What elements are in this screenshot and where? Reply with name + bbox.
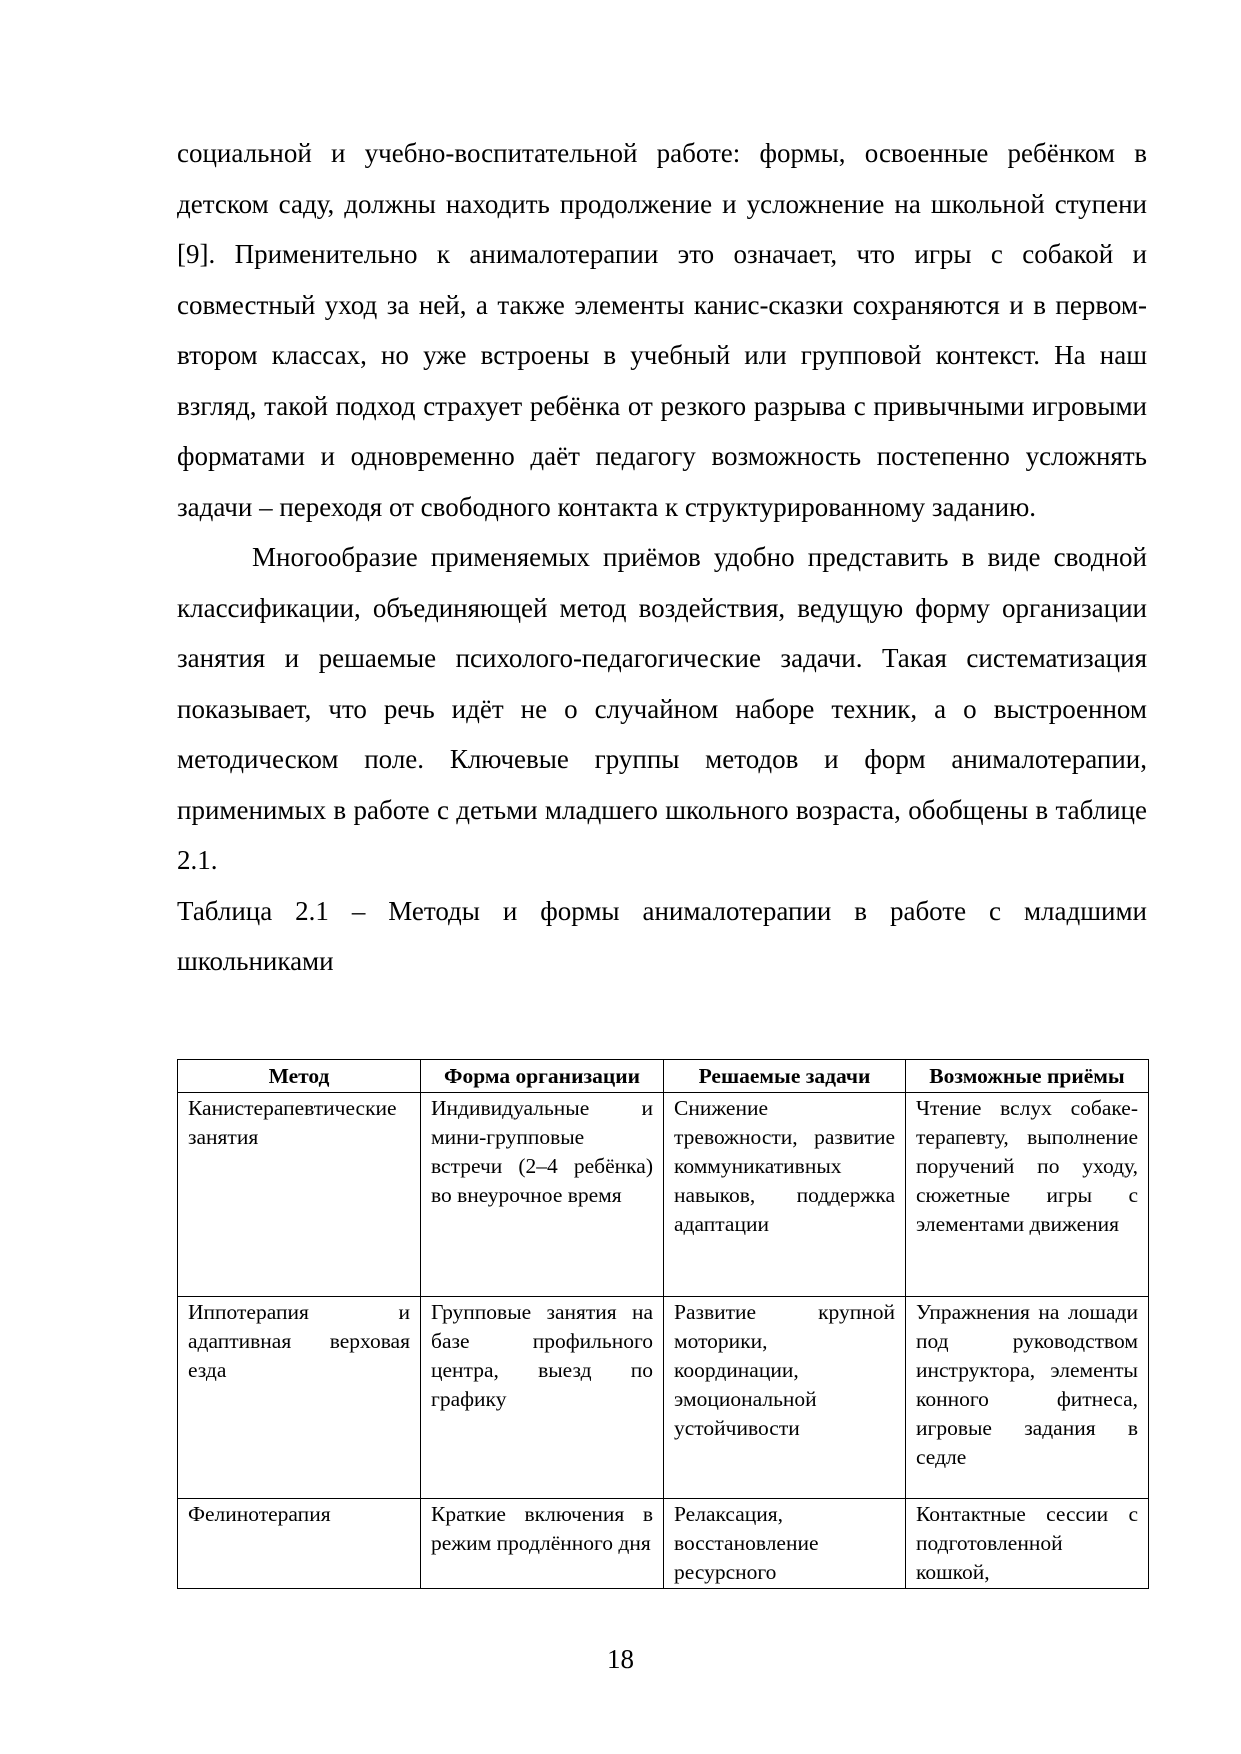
cell-form: Групповые занятия на базе профильного центра, выезд по графику: [421, 1297, 664, 1499]
methods-table: [177, 1059, 1149, 1589]
cell-techniques: Контактные сессии с подготовленной кошкой,: [906, 1499, 1149, 1589]
table-caption: Таблица 2.1 – Методы и формы анималотерапии в работе с младшими школьниками: [177, 895, 1147, 976]
table-row: [178, 1093, 1149, 1297]
table-row: [178, 1297, 1149, 1499]
cell-tasks: Релаксация, восстановление ресурсного: [664, 1499, 906, 1589]
page-number: 18: [607, 1644, 634, 1674]
cell-tasks: Развитие крупной моторики, координации, эмоциональной устойчивости: [664, 1297, 906, 1499]
header-form: Форма организации: [421, 1060, 664, 1093]
cell-tasks: Снижение тревожности, развитие коммуникативных навыков, поддержка адаптации: [664, 1093, 906, 1297]
cell-method: Фелинотерапия: [178, 1499, 421, 1589]
cell-method: Канистерапевтические занятия: [178, 1093, 421, 1297]
table-row: [178, 1499, 1149, 1589]
table-header-row: [178, 1060, 1149, 1093]
cell-method: Иппотерапия и адаптивная верховая езда: [178, 1297, 421, 1499]
header-tasks: Решаемые задачи: [664, 1060, 906, 1093]
paragraph-2: Многообразие применяемых приёмов удобно представить в виде сводной классификации, объединяющей метод воздействия, ведущую форму организации занятия и решаемые психолого-педагогические задачи. Такая систематизация показывает, что речь идёт не о случайном наборе техник, а о выстроенном методическом поле. Ключевые группы методов и форм анималотерапии, применимых в работе с детьми младшего школьного возраста, обобщены в таблице 2.1.: [177, 542, 1147, 875]
cell-techniques: Упражнения на лошади под руководством инструктора, элементы конного фитнеса, игровые задания в седле: [906, 1297, 1149, 1499]
cell-techniques: Чтение вслух собаке-терапевту, выполнение поручений по уходу, сюжетные игры с элементами движения: [906, 1093, 1149, 1297]
header-method: Метод: [178, 1060, 421, 1093]
cell-form: Индивидуальные и мини-групповые встречи (2–4 ребёнка) во внеурочное время: [421, 1093, 664, 1297]
header-techniques: Возможные приёмы: [906, 1060, 1149, 1093]
body-text: [177, 128, 1147, 987]
cell-form: Краткие включения в режим продлённого дня: [421, 1499, 664, 1589]
paragraph-1: социальной и учебно-воспитательной работе: формы, освоенные ребёнком в детском саду, должны находить продолжение и усложнение на школьной ступени [9]. Применительно к анималотерапии это означает, что игры с собакой и совместный уход за ней, а также элементы канис-сказки сохраняются и в первом-втором классах, но уже встроены в учебный или групповой контекст. На наш взгляд, такой подход страхует ребёнка от резкого разрыва с привычными игровыми форматами и одновременно даёт педагогу возможность постепенно усложнять задачи – переходя от свободного контакта к структурированному заданию.: [177, 138, 1147, 522]
